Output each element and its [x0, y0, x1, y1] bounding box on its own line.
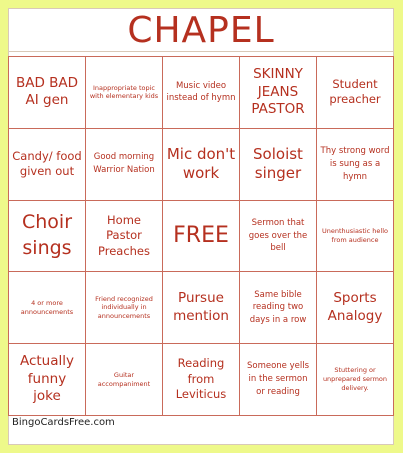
bingo-cell[interactable]: Inappropriate topic with elementary kids — [86, 57, 163, 129]
free-space[interactable]: FREE — [163, 201, 240, 273]
bingo-cell[interactable]: Choir sings — [9, 201, 86, 273]
bingo-grid — [8, 56, 394, 416]
bingo-cell[interactable]: 4 or more announcements — [9, 272, 86, 344]
bingo-cell[interactable]: Someone yells in the sermon or reading — [240, 344, 317, 416]
bingo-cell[interactable]: Pursue mention — [163, 272, 240, 344]
bingo-cell[interactable]: Student preacher — [317, 57, 394, 129]
bingo-cell[interactable]: Good morning Warrior Nation — [86, 129, 163, 201]
bingo-cell[interactable]: Candy/ food given out — [9, 129, 86, 201]
bingo-cell[interactable]: Thy strong word is sung as a hymn — [317, 129, 394, 201]
bingo-cell[interactable]: Same bible reading two days in a row — [240, 272, 317, 344]
bingo-cell[interactable]: Home Pastor Preaches — [86, 201, 163, 273]
card-title: CHAPEL — [8, 8, 394, 52]
bingo-cell[interactable]: Sports Analogy — [317, 272, 394, 344]
bingo-cell[interactable]: BAD BAD AI gen — [9, 57, 86, 129]
bingo-cell[interactable]: Unenthusiastic hello from audience — [317, 201, 394, 273]
bingo-cell[interactable]: SKINNY JEANS PASTOR — [240, 57, 317, 129]
bingo-cell[interactable]: Soloist singer — [240, 129, 317, 201]
bingo-cell[interactable]: Stuttering or unprepared sermon delivery. — [317, 344, 394, 416]
bingo-cell[interactable]: Reading from Leviticus — [163, 344, 240, 416]
bingo-cell[interactable]: Actually funny joke — [9, 344, 86, 416]
bingo-cell[interactable]: Music video instead of hymn — [163, 57, 240, 129]
bingo-cell[interactable]: Guitar accompaniment — [86, 344, 163, 416]
bingo-cell[interactable]: Sermon that goes over the bell — [240, 201, 317, 273]
bingo-cell[interactable]: Friend recognized individually in announcements — [86, 272, 163, 344]
site-credit: BingoCardsFree.com — [12, 417, 115, 428]
bingo-cell[interactable]: Mic don't work — [163, 129, 240, 201]
